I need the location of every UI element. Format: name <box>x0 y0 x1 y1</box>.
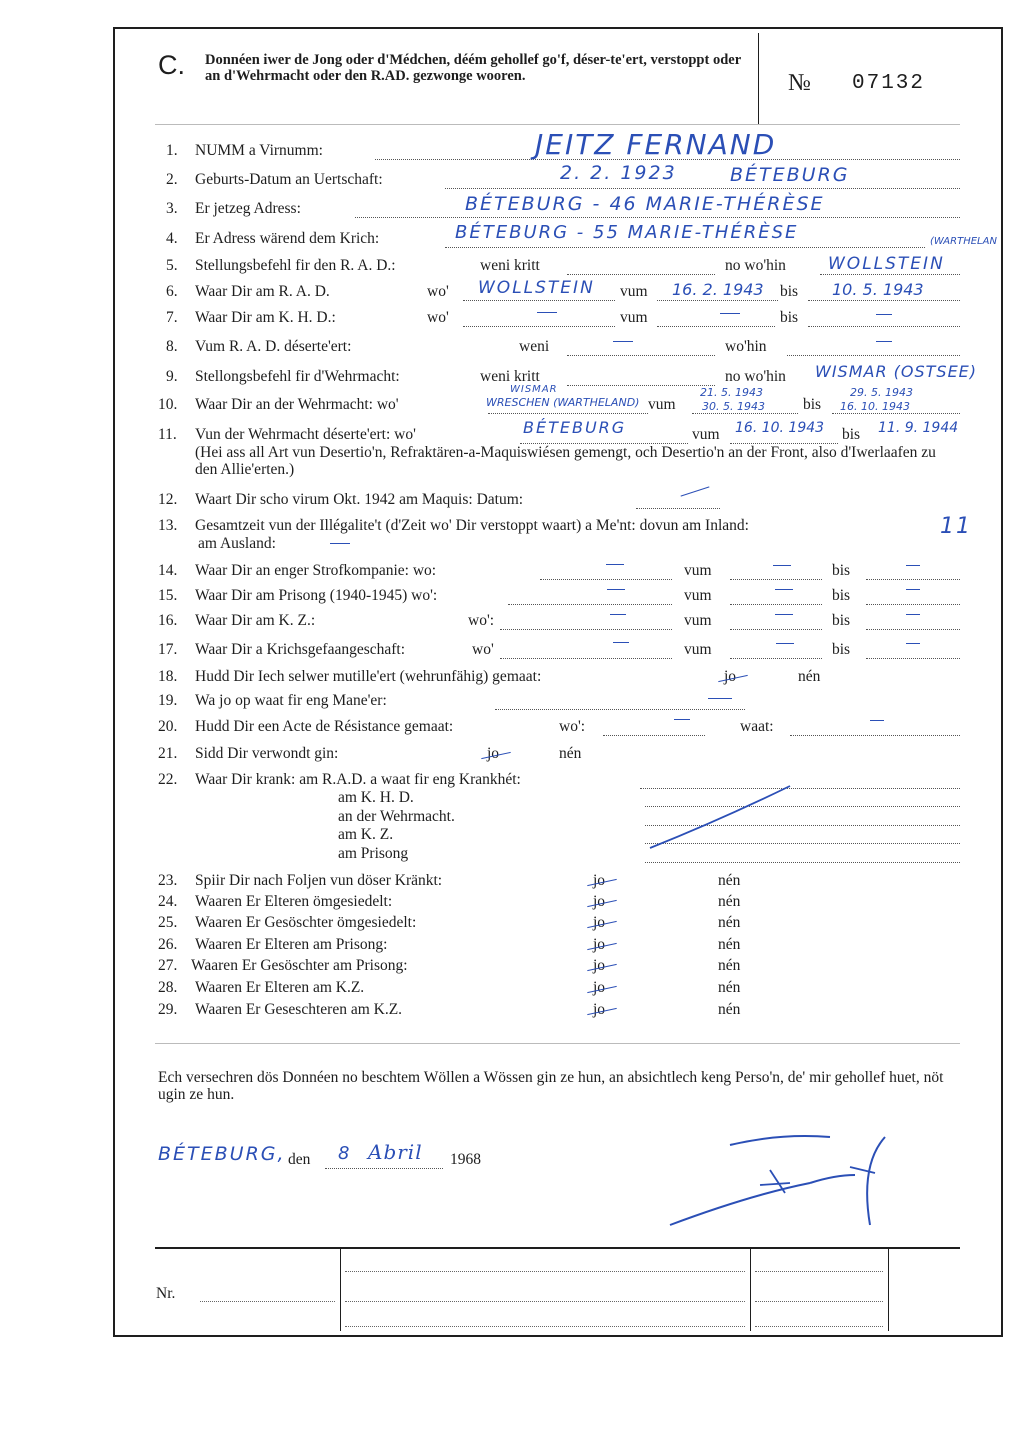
row-number: 21. <box>158 745 178 762</box>
hw-wm-destination: WISMAR (OSTSEE) <box>815 362 978 381</box>
row-label: Waar Dir am K. H. D.: <box>195 309 336 326</box>
hw-inland: 11 <box>940 514 972 539</box>
dash-mark <box>613 341 633 342</box>
row-bis-label: bis <box>780 309 799 326</box>
row-mid-label: wo' <box>427 283 449 300</box>
row-number: 24. <box>158 893 178 910</box>
form-header-title: Donnéen iwer de Jong oder d'Médchen, déém gehollef go'f, déser-te'ert, verstoppt oder an d'Wehrmacht oder den R.AD. gezwonge wooren. <box>205 52 741 84</box>
hw-address-now: BÉTEBURG - 46 MARIE-THÉRÈSE <box>465 193 825 215</box>
row-number: 1. <box>166 142 178 159</box>
row-label: Waar Dir an der Wehrmacht: wo' <box>195 396 399 413</box>
footer-den: den <box>288 1151 311 1168</box>
hw-wm-from-2: 29. 5. 1943 <box>850 386 913 399</box>
hw-birth-place: BÉTEBURG <box>730 164 850 186</box>
row-label: NUMM a Virnumm: <box>195 142 323 159</box>
dash-mark <box>906 643 920 644</box>
row-number: 25. <box>158 914 178 931</box>
hw-rad-to: 10. 5. 1943 <box>832 280 924 299</box>
row-number: 26. <box>158 936 178 953</box>
nr-dots <box>200 1301 335 1302</box>
row-number: 15. <box>158 587 178 604</box>
answer-dotted-line <box>730 629 822 630</box>
signature-icon <box>660 1125 890 1235</box>
row-number: 16. <box>158 612 178 629</box>
row-label: Stellungsbefehl fir den R. A. D.: <box>195 257 396 274</box>
row-vum-label: vum <box>684 612 712 629</box>
row-number: 22. <box>158 771 178 788</box>
hw-name: JEITZ FERNAND <box>535 128 777 161</box>
row-label: Waart Dir scho virum Okt. 1942 am Maquis: Datum: <box>195 491 524 508</box>
row-label: Waar Dir am Prisong (1940-1945) wo': <box>195 587 438 604</box>
row-mid-label: weni kritt <box>480 368 540 385</box>
row-label: Waaren Er Elteren ömgesiedelt: <box>195 893 393 910</box>
row-bis-label: bis <box>780 283 799 300</box>
dash-mark <box>876 341 892 342</box>
answer-dotted-line <box>540 579 672 580</box>
answer-dotted-line <box>463 326 615 327</box>
footer-separator <box>155 1043 960 1044</box>
row-jo-option: jo <box>593 1001 606 1018</box>
hw-rad-from: 16. 2. 1943 <box>672 280 764 299</box>
row-label: Waar Dir am R. A. D. <box>195 283 330 300</box>
answer-dotted-line <box>866 658 960 659</box>
hw-sign-month: Abril <box>368 1140 423 1164</box>
row-right-label: waat: <box>740 718 774 735</box>
answer-dotted-line <box>808 300 960 301</box>
dash-mark <box>330 543 350 544</box>
hw-address-war-extra: (WARTHELAN <box>930 236 997 247</box>
row-label: Wa jo op waat fir eng Mane'er: <box>195 692 387 709</box>
row-label: Hudd Dir Iech selwer mutille'ert (wehrunfähig) gemaat: <box>195 668 542 685</box>
row-vum-label: vum <box>684 562 712 579</box>
row-number: 18. <box>158 668 178 685</box>
row-bis-label: bis <box>832 612 851 629</box>
hw-birth-date: 2. 2. 1923 <box>560 162 677 184</box>
row-bis-label: bis <box>832 641 851 658</box>
dash-mark <box>613 642 629 643</box>
answer-dotted-line <box>488 413 648 414</box>
row-mid-label: weni <box>519 338 550 355</box>
hw-wm-place-2: WRESCHEN (WARTHELAND) <box>486 396 640 409</box>
answer-dotted-line <box>832 413 960 414</box>
answer-dotted-line <box>790 735 960 736</box>
answer-dotted-line <box>500 629 672 630</box>
row-label: Waar Dir am K. Z.: <box>195 612 316 629</box>
row-number: 11. <box>158 426 177 443</box>
row-number: 3. <box>166 200 178 217</box>
row-number: 27. <box>158 957 178 974</box>
bottom-dots <box>755 1326 883 1327</box>
hw-wm-date-2: 30. 5. 1943 <box>702 400 765 413</box>
row-sub-label: am K. Z. <box>338 826 394 843</box>
row-bis-label: bis <box>842 426 861 443</box>
answer-dotted-line <box>866 629 960 630</box>
bottom-dots <box>345 1271 745 1272</box>
row-vum-label: vum <box>684 587 712 604</box>
dash-mark <box>606 564 624 565</box>
hw-wm-to: 16. 10. 1943 <box>840 400 910 413</box>
row-right-label: no wo'hin <box>725 368 786 385</box>
row-number: 10. <box>158 396 178 413</box>
dash-mark <box>537 312 557 313</box>
row-nen-option: nén <box>718 914 741 931</box>
row-label: Er Adress wärend dem Krich: <box>195 230 380 247</box>
row-number: 29. <box>158 1001 178 1018</box>
hw-rad-place: WOLLSTEIN <box>478 278 595 298</box>
row-nen-option: nén <box>718 1001 741 1018</box>
row-sub-label: an der Wehrmacht. <box>338 807 455 825</box>
answer-dotted-line <box>355 217 960 218</box>
row-mid-label: wo' <box>472 641 494 658</box>
row-vum-label: vum <box>620 309 648 326</box>
bottom-col-divider <box>888 1249 889 1331</box>
answer-dotted-line <box>657 300 778 301</box>
row-vum-label: vum <box>648 396 676 413</box>
row-nen-option: nén <box>718 979 741 996</box>
row22-strike-icon <box>640 780 820 860</box>
bottom-dots <box>345 1301 745 1302</box>
dash-mark <box>720 313 740 314</box>
answer-dotted-line <box>730 604 822 605</box>
answer-dotted-line <box>445 247 925 248</box>
dash-mark <box>776 643 794 644</box>
row-number: 12. <box>158 491 178 508</box>
row-label-2: am Ausland: <box>198 535 276 552</box>
row-vum-label: vum <box>692 426 720 443</box>
answer-dotted-line <box>567 385 715 386</box>
bottom-dots <box>755 1271 883 1272</box>
row-jo-option: jo <box>593 893 606 910</box>
hw-address-war: BÉTEBURG - 55 MARIE-THÉRÈSE <box>455 222 799 243</box>
row-note: (Hei ass all Art vun Desertio'n, Refraktären-a-Maquiswiésen gemengt, och Desertio'n an der Front, also d'Iwerlaafen zu den Allie'erten.) <box>195 444 936 478</box>
hw-desert-from: 16. 10. 1943 <box>735 420 825 436</box>
answer-dotted-line <box>445 188 960 189</box>
row-number: 6. <box>166 283 178 300</box>
row-label: Waaren Er Elteren am K.Z. <box>195 979 365 996</box>
row-number: 5. <box>166 257 178 274</box>
hw-sign-place: BÉTEBURG, <box>158 1143 286 1165</box>
hw-desert-place: BÉTEBURG <box>523 418 627 437</box>
row-number: 9. <box>166 368 178 385</box>
row-jo-option: jo <box>724 668 737 685</box>
row-jo-option: jo <box>593 914 606 931</box>
answer-dotted-line <box>603 735 705 736</box>
row-label: Gesamtzeit vun der Illégalite't (d'Zeit wo' Dir verstoppt waart) a Me'nt: dovun am Inland: <box>195 517 749 534</box>
row-jo-option: jo <box>593 957 606 974</box>
row-nen-option: nén <box>718 936 741 953</box>
answer-dotted-line <box>567 274 715 275</box>
answer-dotted-line <box>645 862 960 863</box>
row-right-label: no wo'hin <box>725 257 786 274</box>
answer-dotted-line <box>692 413 798 414</box>
row-number: 19. <box>158 692 178 709</box>
row-label: Stellongsbefehl fir d'Wehrmacht: <box>195 368 400 385</box>
answer-dotted-line <box>500 658 672 659</box>
hw-wm-from-1: 21. 5. 1943 <box>700 386 763 399</box>
dash-mark <box>773 565 791 566</box>
answer-dotted-line <box>463 300 615 301</box>
bottom-dots <box>345 1326 745 1327</box>
dash-mark <box>610 614 626 615</box>
row-sub-label: am Prisong <box>338 844 409 862</box>
hw-wm-place-1: WISMAR <box>510 384 558 395</box>
dash-mark <box>906 614 920 615</box>
row-number: 14. <box>158 562 178 579</box>
answer-dotted-line <box>730 658 822 659</box>
nr-label: Nr. <box>156 1285 176 1302</box>
bottom-col-divider <box>340 1249 341 1331</box>
row-jo-option: jo <box>487 745 500 762</box>
answer-dotted-line <box>657 326 775 327</box>
row-label: Waaren Er Gesöschter ömgesiedelt: <box>195 914 417 931</box>
row-label: Sidd Dir verwondt gin: <box>195 745 339 762</box>
header-separator <box>155 124 960 125</box>
row-number: 28. <box>158 979 178 996</box>
dash-mark <box>870 720 884 721</box>
hw-desert-to: 11. 9. 1944 <box>878 420 959 436</box>
row-number: 20. <box>158 718 178 735</box>
answer-dotted-line <box>508 604 672 605</box>
row-jo-option: jo <box>593 936 606 953</box>
answer-dotted-line <box>495 709 745 710</box>
dash-mark <box>906 589 920 590</box>
row-bis-label: bis <box>803 396 822 413</box>
row-label: Vum R. A. D. déserte'ert: <box>195 338 352 355</box>
row-nen-option: nén <box>718 893 741 910</box>
row-vum-label: vum <box>620 283 648 300</box>
answer-dotted-line <box>808 326 960 327</box>
answer-dotted-line <box>567 355 715 356</box>
answer-dotted-line <box>730 579 822 580</box>
footer-year: 1968 <box>450 1151 481 1168</box>
answer-dotted-line <box>866 604 960 605</box>
dash-mark <box>876 314 892 315</box>
row-label: Waaren Er Geseschteren am K.Z. <box>195 1001 403 1018</box>
row-number: 13. <box>158 517 178 534</box>
row-bis-label: bis <box>832 562 851 579</box>
row-label: Waar Dir a Krichsgefaangeschaft: <box>195 641 406 658</box>
row-mid-label: wo': <box>468 612 495 629</box>
declaration-text: Ech versechren dös Donnéen no beschtem Wöllen a Wössen gin ze hun, an absichtlech keng Perso'n, de' mir gehollef huet, nöt ugin ze hun. <box>158 1069 944 1103</box>
row-vum-label: vum <box>684 641 712 658</box>
dash-mark <box>708 698 732 699</box>
row-mid-label: weni kritt <box>480 257 540 274</box>
answer-dotted-line <box>866 579 960 580</box>
row-label: Spiir Dir nach Foljen vun döser Kränkt: <box>195 872 443 889</box>
row-label: Er jetzeg Adress: <box>195 200 301 217</box>
answer-dotted-line <box>787 355 960 356</box>
row-label: Vun der Wehrmacht déserte'ert: wo' <box>195 426 416 443</box>
dash-mark <box>775 589 793 590</box>
row-right-label: wo'hin <box>725 338 767 355</box>
row-label: Geburts-Datum an Uertschaft: <box>195 171 383 188</box>
row-number: 4. <box>166 230 178 247</box>
section-letter: C. <box>158 50 185 80</box>
row-jo-option: jo <box>593 979 606 996</box>
dash-mark <box>906 565 920 566</box>
row-bis-label: bis <box>832 587 851 604</box>
row-label: Waaren Er Gesöschter am Prisong: <box>191 957 408 974</box>
answer-dotted-line <box>820 274 960 275</box>
row-label: Waaren Er Elteren am Prisong: <box>195 936 388 953</box>
row-number: 7. <box>166 309 178 326</box>
date-dots <box>325 1168 443 1169</box>
row-label: Waar Dir krank: am R.A.D. a waat fir eng Krankhét: <box>195 771 521 788</box>
dash-mark <box>775 614 793 615</box>
row-number: 17. <box>158 641 178 658</box>
row-number: 2. <box>166 171 178 188</box>
row-label: Waar Dir an enger Strofkompanie: wo: <box>195 562 437 579</box>
answer-dotted-line <box>636 508 720 509</box>
row-jo-option: jo <box>593 872 606 889</box>
row-nen-option: nén <box>559 745 582 762</box>
row-label: Hudd Dir een Acte de Résistance gemaat: <box>195 718 454 735</box>
bottom-dots <box>755 1301 883 1302</box>
hw-rad-destination: WOLLSTEIN <box>828 254 945 274</box>
row-mid-label: wo' <box>427 309 449 326</box>
row-nen-option: nén <box>798 668 821 685</box>
row-number: 8. <box>166 338 178 355</box>
row-sub-label: am K. H. D. <box>338 789 414 806</box>
row-mid-label: wo': <box>559 718 586 735</box>
number-label: № <box>788 70 811 96</box>
row-nen-option: nén <box>718 957 741 974</box>
row-number: 23. <box>158 872 178 889</box>
dash-mark <box>674 719 690 720</box>
bottom-col-divider <box>750 1249 751 1331</box>
form-number: 07132 <box>852 72 926 95</box>
hw-sign-day: 8 <box>338 1143 351 1164</box>
header-divider <box>758 33 759 125</box>
dash-mark <box>607 589 625 590</box>
row-nen-option: nén <box>718 872 741 889</box>
bottom-table-top <box>155 1247 960 1249</box>
